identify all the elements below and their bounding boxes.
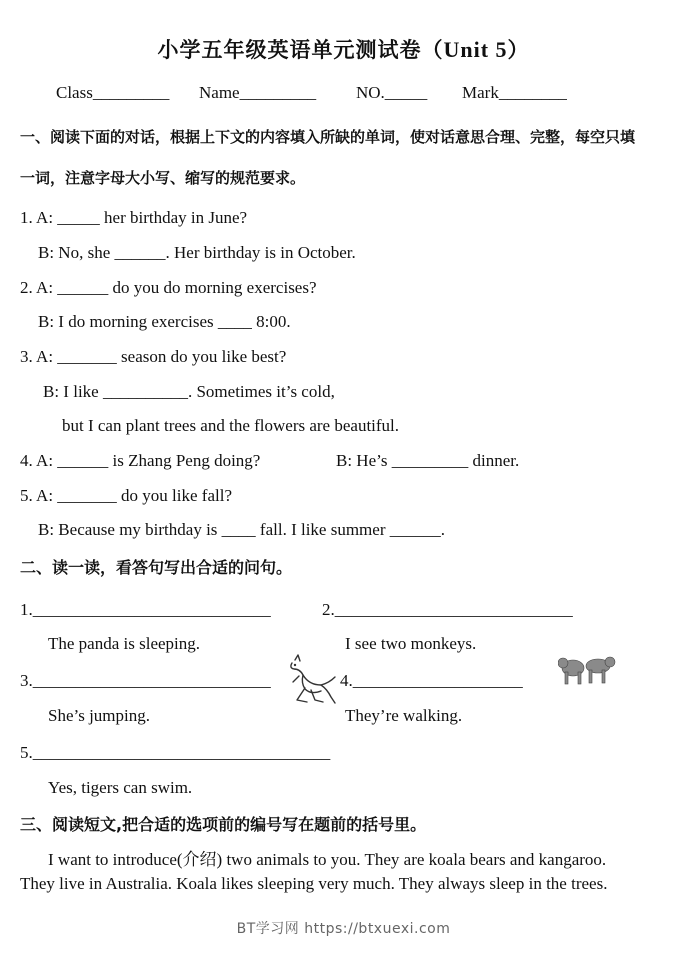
s2-answer-5: Yes, tigers can swim. xyxy=(48,778,193,797)
s2-blank-5: 5.___________________________________ xyxy=(20,743,331,762)
number-field: NO._____ xyxy=(356,83,428,102)
s2-blank-1: 1.____________________________ xyxy=(20,600,271,619)
s2-answer-3: She’s jumping. xyxy=(48,706,151,725)
footer-watermark: BT学习网 https://btxuexi.com xyxy=(236,921,451,937)
section2-heading: 二、读一读，看答句写出合适的问句。 xyxy=(20,558,293,577)
class-field: Class_________ xyxy=(56,83,170,102)
q1-answer: B: No, she ______. Her birthday is in October. xyxy=(38,243,356,262)
section3-heading: 三、阅读短文,把合适的选项前的编号写在题前的括号里。 xyxy=(20,815,427,834)
q5-answer: B: Because my birthday is ____ fall. I like summer ______. xyxy=(38,520,445,539)
q4-answer: B: He’s _________ dinner. xyxy=(336,451,520,470)
s2-answer-2: I see two monkeys. xyxy=(345,634,477,653)
section1-instruction-line2: 一词，注意字母大小写、缩写的规范要求。 xyxy=(20,169,306,187)
q1-question: 1. A: _____ her birthday in June? xyxy=(20,208,248,227)
monkeys-illustration xyxy=(558,654,616,686)
reading-paragraph-line2: They live in Australia. Koala likes sleeping very much. They always sleep in the trees. xyxy=(20,874,608,893)
q3-answer: B: I like __________. Sometimes it’s cold, xyxy=(43,382,335,401)
q5-question: 5. A: _______ do you like fall? xyxy=(20,486,233,505)
q3-answer-continued: but I can plant trees and the flowers are beautiful. xyxy=(62,416,400,435)
s2-blank-3: 3.____________________________ xyxy=(20,671,271,690)
q4-question: 4. A: ______ is Zhang Peng doing? xyxy=(20,451,261,470)
s2-blank-2: 2.____________________________ xyxy=(322,600,573,619)
kangaroo-illustration xyxy=(281,654,339,706)
q2-question: 2. A: ______ do you do morning exercises? xyxy=(20,278,317,297)
q2-answer: B: I do morning exercises ____ 8:00. xyxy=(38,312,291,331)
reading-paragraph-line1: I want to introduce(介绍) two animals to you. They are koala bears and kangaroo. xyxy=(48,850,607,869)
s2-answer-1: The panda is sleeping. xyxy=(48,634,201,653)
page-title: 小学五年级英语单元测试卷（Unit 5） xyxy=(157,37,530,62)
section1-instruction-line1: 一、阅读下面的对话，根据上下文的内容填入所缺的单词，使对话意思合理、完整，每空只填 xyxy=(20,128,636,146)
name-field: Name_________ xyxy=(199,83,317,102)
mark-field: Mark________ xyxy=(462,83,567,102)
s2-blank-4: 4.____________________ xyxy=(340,671,523,690)
s2-answer-4: They’re walking. xyxy=(345,706,463,725)
q3-question: 3. A: _______ season do you like best? xyxy=(20,347,287,366)
